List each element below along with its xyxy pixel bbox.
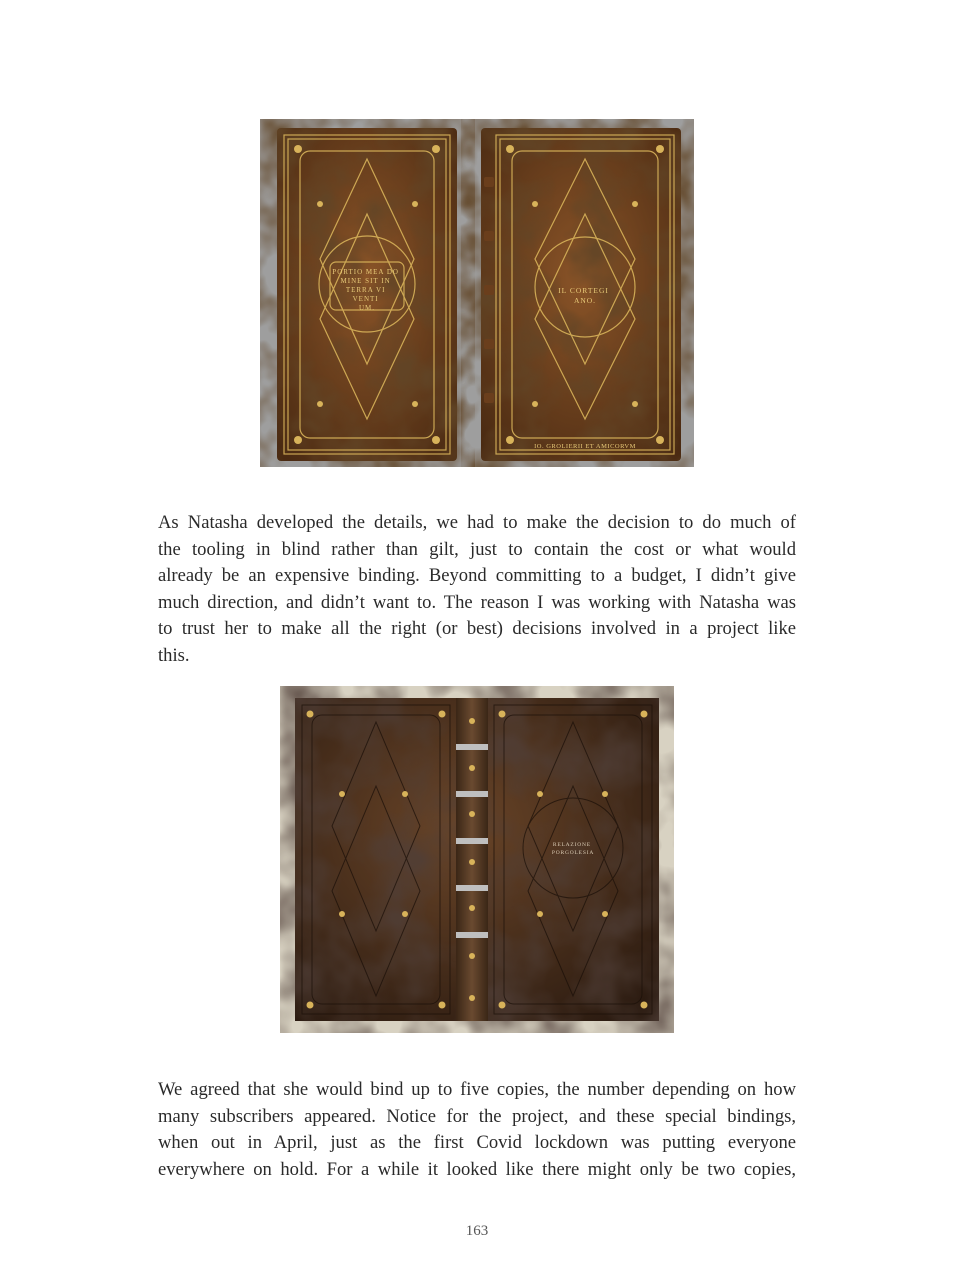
- cover-lettering-line-1: RELAZIONE: [552, 842, 591, 848]
- back-cover-line-2: ANO.: [573, 296, 597, 305]
- front-cover-line-4: VENTI: [352, 295, 379, 303]
- back-cover-line-1: IL CORTEGI: [558, 286, 609, 295]
- front-cover-line-5: UM.: [358, 304, 376, 312]
- paragraph-1-line: As Natasha developed the details, we had to make the decision to do much of: [158, 512, 796, 533]
- paragraph-2-line: We agreed that she would bind up to five copies, the number depending on how: [158, 1079, 796, 1100]
- paragraph-2: [158, 1077, 796, 1183]
- book-front-cover: [277, 128, 457, 461]
- front-cover-line-3: TERRA VI: [345, 286, 386, 294]
- paragraph-1-line: to trust her to make all the right (or best) decisions involved in a project like: [158, 618, 796, 640]
- page-number: 163: [465, 1223, 489, 1239]
- paragraph-1-line: already be an expensive binding. Beyond committing to a budget, I didn’t give: [158, 565, 796, 587]
- cover-lettering-line-2: PORGOLESIA: [551, 850, 595, 856]
- paragraph-1: [158, 510, 796, 670]
- paragraph-1-line: much direction, and didn’t want to. The reason I was working with Natasha was: [158, 591, 796, 613]
- tail-lettering: IO. GROLIERII ET AMICORVM: [534, 443, 636, 450]
- front-cover-line-1: PORTIO MEA DO: [332, 268, 399, 276]
- paragraph-2-line: everywhere on hold. For a while it looked like there might only be two copies,: [158, 1158, 796, 1180]
- figure-2-open-binding: [280, 686, 674, 1033]
- front-cover-line-2: MINE SIT IN: [340, 277, 391, 285]
- paragraph-2-line: many subscribers appeared. Notice for the project, and these special bindings,: [158, 1105, 796, 1127]
- figure-1-two-bindings: [260, 119, 694, 467]
- open-book: [295, 698, 659, 1021]
- book-back-cover: [481, 128, 681, 461]
- paragraph-1-line: the tooling in blind rather than gilt, just to contain the cost or what would: [158, 538, 796, 560]
- paragraph-2-line: when out in April, just as the first Covid lockdown was putting everyone: [158, 1132, 796, 1154]
- paragraph-1-line: this.: [158, 644, 190, 666]
